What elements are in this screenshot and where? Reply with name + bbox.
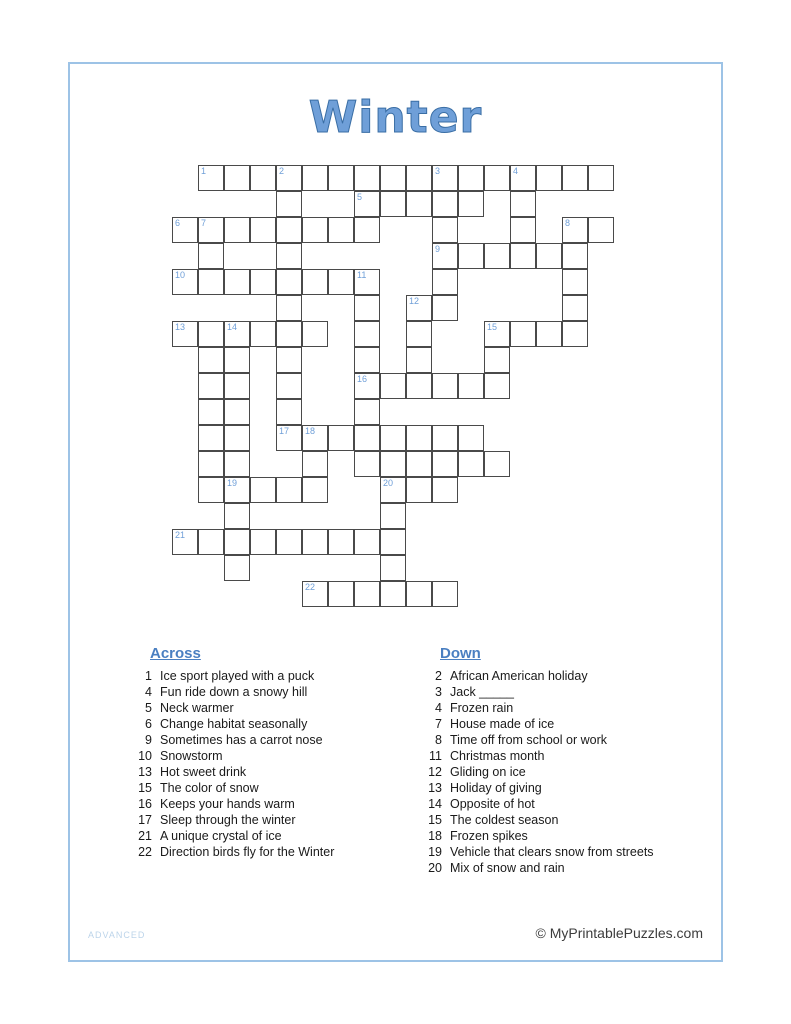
down-clue-text: Mix of snow and rain [450, 861, 565, 875]
crossword-grid[interactable] [172, 165, 620, 615]
grid-cell-number: 10 [175, 270, 186, 280]
across-clue-text: Direction birds fly for the Winter [160, 845, 335, 859]
grid-cell[interactable] [276, 399, 302, 425]
down-clue-number: 3 [435, 685, 442, 699]
grid-cell[interactable] [406, 295, 432, 321]
across-clue-text: Hot sweet drink [160, 765, 247, 779]
across-clue-number: 21 [138, 829, 152, 843]
across-clue [128, 812, 418, 828]
across-clue-number: 6 [145, 717, 152, 731]
grid-cell[interactable] [250, 165, 276, 191]
grid-cell[interactable] [224, 555, 250, 581]
grid-cell[interactable] [484, 165, 510, 191]
grid-cell[interactable] [328, 269, 354, 295]
grid-cell[interactable] [510, 243, 536, 269]
grid-cell-number: 14 [227, 322, 238, 332]
across-clue [128, 780, 418, 796]
grid-cell[interactable] [198, 451, 224, 477]
grid-cell[interactable] [328, 425, 354, 451]
down-clue [418, 748, 708, 764]
grid-cell[interactable] [406, 373, 432, 399]
grid-cell-number: 15 [487, 322, 498, 332]
across-clue-text: A unique crystal of ice [160, 829, 282, 843]
grid-cell-number: 4 [513, 166, 519, 176]
grid-cell[interactable] [510, 321, 536, 347]
down-clue [418, 732, 708, 748]
across-clue-number: 1 [145, 669, 152, 683]
grid-cell[interactable] [484, 451, 510, 477]
grid-cell[interactable] [380, 191, 406, 217]
grid-cell[interactable] [354, 191, 380, 217]
grid-cell[interactable] [354, 347, 380, 373]
down-clue-number: 18 [428, 829, 442, 843]
grid-cell[interactable] [458, 425, 484, 451]
grid-cell[interactable] [354, 165, 380, 191]
grid-cell[interactable] [172, 217, 198, 243]
difficulty-label: ADVANCED [88, 930, 146, 940]
grid-cell[interactable] [172, 529, 198, 555]
down-clue-text: House made of ice [450, 717, 555, 731]
down-clue-number: 19 [428, 845, 442, 859]
grid-cell[interactable] [198, 373, 224, 399]
grid-cell[interactable] [276, 243, 302, 269]
grid-cell[interactable] [224, 165, 250, 191]
grid-cell[interactable] [250, 269, 276, 295]
across-clue [128, 844, 418, 860]
grid-cell[interactable] [224, 399, 250, 425]
grid-cell[interactable] [406, 581, 432, 607]
grid-cell[interactable] [432, 165, 458, 191]
down-clue-text: Christmas month [450, 749, 545, 763]
grid-cell[interactable] [302, 529, 328, 555]
grid-cell[interactable] [536, 165, 562, 191]
down-clue-text: Gliding on ice [450, 765, 526, 779]
page-title: Winter [308, 92, 483, 143]
across-clue-number: 13 [138, 765, 152, 779]
across-clue-number: 4 [145, 685, 152, 699]
down-clue [418, 764, 708, 780]
grid-cell[interactable] [406, 191, 432, 217]
grid-cell[interactable] [224, 373, 250, 399]
down-clue-text: Vehicle that clears snow from streets [450, 845, 654, 859]
across-clue [128, 668, 418, 684]
grid-cell[interactable] [224, 503, 250, 529]
grid-cell[interactable] [406, 451, 432, 477]
down-clue-text: Jack _____ [450, 685, 514, 699]
grid-cell[interactable] [484, 243, 510, 269]
across-clue-number: 10 [138, 749, 152, 763]
grid-cell[interactable] [510, 165, 536, 191]
grid-cell[interactable] [354, 373, 380, 399]
down-clue [418, 828, 708, 844]
grid-cell[interactable] [432, 269, 458, 295]
down-clue-text: Frozen spikes [450, 829, 528, 843]
grid-cell-number: 13 [175, 322, 186, 332]
across-clue [128, 828, 418, 844]
grid-cell[interactable] [198, 529, 224, 555]
grid-cell[interactable] [198, 269, 224, 295]
across-clue-text: The color of snow [160, 781, 259, 795]
down-clue [418, 796, 708, 812]
grid-cell[interactable] [302, 477, 328, 503]
grid-cell[interactable] [276, 529, 302, 555]
grid-cell[interactable] [276, 425, 302, 451]
grid-cell[interactable] [536, 321, 562, 347]
across-clue-number: 9 [145, 733, 152, 747]
down-clue-text: The coldest season [450, 813, 559, 827]
grid-cell[interactable] [458, 451, 484, 477]
grid-cell[interactable] [380, 451, 406, 477]
grid-cell[interactable] [432, 191, 458, 217]
across-clue [128, 764, 418, 780]
grid-cell[interactable] [458, 191, 484, 217]
grid-cell[interactable] [432, 581, 458, 607]
down-clue [418, 668, 708, 684]
grid-cell[interactable] [380, 529, 406, 555]
down-clue-number: 13 [428, 781, 442, 795]
grid-cell[interactable] [432, 425, 458, 451]
across-clue-text: Change habitat seasonally [160, 717, 308, 731]
grid-cell[interactable] [328, 581, 354, 607]
grid-cell[interactable] [276, 217, 302, 243]
across-clue-number: 5 [145, 701, 152, 715]
grid-cell[interactable] [224, 451, 250, 477]
copyright-notice: © MyPrintablePuzzles.com [535, 925, 703, 941]
grid-cell[interactable] [406, 165, 432, 191]
grid-cell[interactable] [458, 373, 484, 399]
grid-cell[interactable] [354, 217, 380, 243]
grid-cell[interactable] [224, 425, 250, 451]
across-clue [128, 748, 418, 764]
grid-cell[interactable] [432, 295, 458, 321]
grid-cell[interactable] [562, 321, 588, 347]
grid-cell[interactable] [198, 243, 224, 269]
down-clue-number: 15 [428, 813, 442, 827]
grid-cell[interactable] [276, 165, 302, 191]
grid-cell[interactable] [406, 321, 432, 347]
grid-cell-number: 11 [357, 270, 367, 280]
grid-cell[interactable] [354, 269, 380, 295]
down-clue-text: African American holiday [450, 669, 588, 683]
down-clue [418, 844, 708, 860]
down-clue-number: 7 [435, 717, 442, 731]
grid-cell[interactable] [406, 425, 432, 451]
grid-cell[interactable] [380, 425, 406, 451]
grid-cell[interactable] [198, 217, 224, 243]
grid-cell[interactable] [380, 373, 406, 399]
down-clue-text: Frozen rain [450, 701, 514, 715]
grid-cell[interactable] [562, 165, 588, 191]
grid-cell[interactable] [354, 425, 380, 451]
grid-cell[interactable] [588, 217, 614, 243]
across-clue-text: Snowstorm [160, 749, 223, 763]
across-clue-text: Sleep through the winter [160, 813, 296, 827]
grid-cell[interactable] [328, 165, 354, 191]
across-clue-number: 17 [138, 813, 152, 827]
across-clue-text: Sometimes has a carrot nose [160, 733, 323, 747]
grid-cell[interactable] [302, 321, 328, 347]
across-clue-text: Neck warmer [160, 701, 234, 715]
grid-cell[interactable] [250, 217, 276, 243]
grid-cell[interactable] [380, 503, 406, 529]
grid-cell[interactable] [224, 321, 250, 347]
grid-cell-number: 19 [227, 478, 238, 488]
down-heading: Down [440, 645, 481, 662]
grid-cell-number: 8 [565, 218, 571, 228]
across-clue-number: 15 [138, 781, 152, 795]
grid-cell[interactable] [276, 295, 302, 321]
grid-cell[interactable] [562, 217, 588, 243]
down-clue [418, 684, 708, 700]
down-clue-text: Time off from school or work [450, 733, 607, 747]
grid-cell[interactable] [458, 243, 484, 269]
down-clue [418, 812, 708, 828]
grid-cell-number: 9 [435, 244, 441, 254]
across-clue-text: Ice sport played with a puck [160, 669, 315, 683]
down-clue-number: 11 [429, 749, 442, 763]
grid-cell-number: 21 [175, 530, 186, 540]
down-clue-number: 2 [435, 669, 442, 683]
grid-cell-number: 1 [201, 166, 207, 176]
grid-cell[interactable] [354, 321, 380, 347]
grid-cell[interactable] [172, 269, 198, 295]
grid-cell[interactable] [380, 555, 406, 581]
grid-cell-number: 22 [305, 582, 316, 592]
grid-cell[interactable] [406, 347, 432, 373]
grid-cell-number: 20 [383, 478, 394, 488]
grid-cell[interactable] [510, 217, 536, 243]
grid-cell[interactable] [354, 295, 380, 321]
grid-cell[interactable] [432, 217, 458, 243]
grid-cell[interactable] [484, 373, 510, 399]
across-clue-text: Keeps your hands warm [160, 797, 295, 811]
down-clue [418, 716, 708, 732]
grid-cell-number: 12 [409, 296, 420, 306]
across-heading: Across [150, 645, 201, 662]
grid-cell[interactable] [432, 451, 458, 477]
grid-cell-number: 2 [279, 166, 285, 176]
across-clue-list [128, 668, 418, 860]
grid-cell[interactable] [198, 399, 224, 425]
down-clue-number: 8 [435, 733, 442, 747]
grid-cell[interactable] [276, 347, 302, 373]
down-clue-text: Holiday of giving [450, 781, 542, 795]
down-clue [418, 860, 708, 876]
grid-cell[interactable] [354, 399, 380, 425]
grid-cell[interactable] [406, 477, 432, 503]
grid-cell[interactable] [276, 321, 302, 347]
down-clue-list [418, 668, 708, 876]
grid-cell[interactable] [562, 243, 588, 269]
grid-cell[interactable] [484, 347, 510, 373]
grid-cell[interactable] [302, 425, 328, 451]
grid-cell[interactable] [250, 529, 276, 555]
grid-cell[interactable] [510, 191, 536, 217]
grid-cell[interactable] [328, 217, 354, 243]
grid-cell[interactable] [380, 165, 406, 191]
grid-cell[interactable] [224, 217, 250, 243]
across-clue [128, 716, 418, 732]
grid-cell[interactable] [588, 165, 614, 191]
down-clue-number: 14 [428, 797, 442, 811]
down-clue-text: Opposite of hot [450, 797, 535, 811]
grid-cell[interactable] [224, 477, 250, 503]
down-clue [418, 700, 708, 716]
grid-cell[interactable] [198, 425, 224, 451]
grid-cell[interactable] [224, 269, 250, 295]
grid-cell[interactable] [380, 581, 406, 607]
grid-cell[interactable] [432, 373, 458, 399]
grid-cell[interactable] [458, 165, 484, 191]
grid-cell[interactable] [562, 269, 588, 295]
down-clue-number: 20 [428, 861, 442, 875]
grid-cell-number: 18 [305, 426, 316, 436]
grid-cell[interactable] [302, 165, 328, 191]
down-clue [418, 780, 708, 796]
grid-cell[interactable] [198, 347, 224, 373]
clues-section [110, 645, 710, 885]
grid-cell[interactable] [302, 217, 328, 243]
down-clue-number: 12 [428, 765, 442, 779]
across-clue [128, 796, 418, 812]
grid-cell-number: 7 [201, 218, 207, 228]
grid-cell[interactable] [328, 529, 354, 555]
grid-cell[interactable] [354, 581, 380, 607]
grid-cell[interactable] [276, 269, 302, 295]
grid-cell[interactable] [224, 529, 250, 555]
down-column [418, 645, 708, 876]
grid-cell[interactable] [276, 191, 302, 217]
grid-cell-number: 6 [175, 218, 181, 228]
grid-cell-number: 5 [357, 192, 363, 202]
grid-cell[interactable] [536, 243, 562, 269]
grid-cell[interactable] [484, 321, 510, 347]
grid-cell[interactable] [302, 269, 328, 295]
grid-cell[interactable] [276, 373, 302, 399]
down-clue-number: 4 [435, 701, 442, 715]
grid-cell[interactable] [250, 477, 276, 503]
grid-cell[interactable] [380, 477, 406, 503]
across-clue-text: Fun ride down a snowy hill [160, 685, 308, 699]
across-column [128, 645, 418, 860]
grid-cell-number: 16 [357, 374, 368, 384]
across-clue-number: 16 [138, 797, 152, 811]
grid-cell[interactable] [354, 451, 380, 477]
grid-cell[interactable] [224, 347, 250, 373]
grid-cell-number: 17 [279, 426, 290, 436]
grid-cell[interactable] [198, 477, 224, 503]
grid-cell[interactable] [354, 529, 380, 555]
grid-cell[interactable] [432, 477, 458, 503]
across-clue [128, 732, 418, 748]
grid-cell[interactable] [250, 321, 276, 347]
grid-cell[interactable] [432, 243, 458, 269]
grid-cell[interactable] [302, 581, 328, 607]
across-clue [128, 700, 418, 716]
grid-cell[interactable] [562, 295, 588, 321]
grid-cell[interactable] [302, 451, 328, 477]
across-clue-number: 22 [138, 845, 152, 859]
grid-cell[interactable] [276, 477, 302, 503]
across-clue [128, 684, 418, 700]
grid-cell-number: 3 [435, 166, 441, 176]
grid-cell[interactable] [198, 165, 224, 191]
grid-cell[interactable] [172, 321, 198, 347]
grid-cell[interactable] [198, 321, 224, 347]
